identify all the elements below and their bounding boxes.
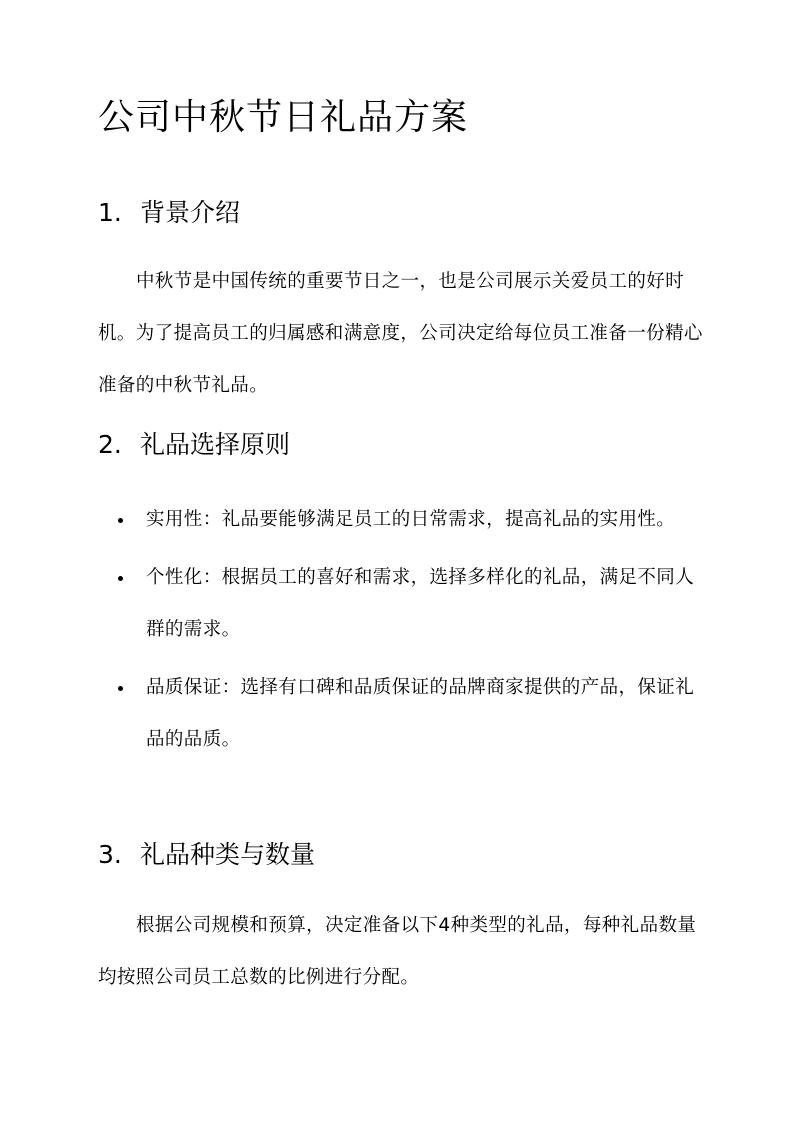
- section-title: 礼品种类与数量: [140, 840, 316, 869]
- background-paragraph: 中秋节是中国传统的重要节日之一，也是公司展示关爱员工的好时机。为了提高员工的归属感和满意度，公司决定给每位员工准备一份精心准备的中秋节礼品。: [98, 271, 703, 396]
- list-item: [118, 494, 698, 546]
- gift-types-paragraph: 根据公司规模和预算，决定准备以下4种类型的礼品，每种礼品数量均按照公司员工总数的比例进行分配。: [98, 915, 697, 988]
- section-heading-3: [98, 838, 315, 872]
- bullet-dot-icon: [118, 518, 123, 523]
- principles-list: [118, 494, 698, 772]
- list-item: [118, 552, 698, 656]
- bullet-dot-icon: [118, 576, 123, 581]
- section-number: 2.: [98, 430, 122, 459]
- section-heading-2: [98, 428, 290, 462]
- section-title: 礼品选择原则: [140, 430, 291, 459]
- section-number: 3.: [98, 840, 122, 869]
- list-item-text: 品质保证：选择有口碑和品质保证的品牌商家提供的产品，保证礼品的品质。: [146, 677, 695, 750]
- section-number: 1.: [98, 198, 122, 227]
- section-title: 背景介绍: [140, 198, 241, 227]
- bullet-dot-icon: [118, 686, 123, 691]
- list-item-text: 实用性：礼品要能够满足员工的日常需求，提高礼品的实用性。: [146, 509, 676, 530]
- list-item: [118, 662, 698, 766]
- document-title: 公司中秋节日礼品方案: [98, 97, 469, 138]
- section-heading-1: [98, 196, 240, 230]
- list-item-text: 个性化：根据员工的喜好和需求，选择多样化的礼品，满足不同人群的需求。: [146, 567, 695, 640]
